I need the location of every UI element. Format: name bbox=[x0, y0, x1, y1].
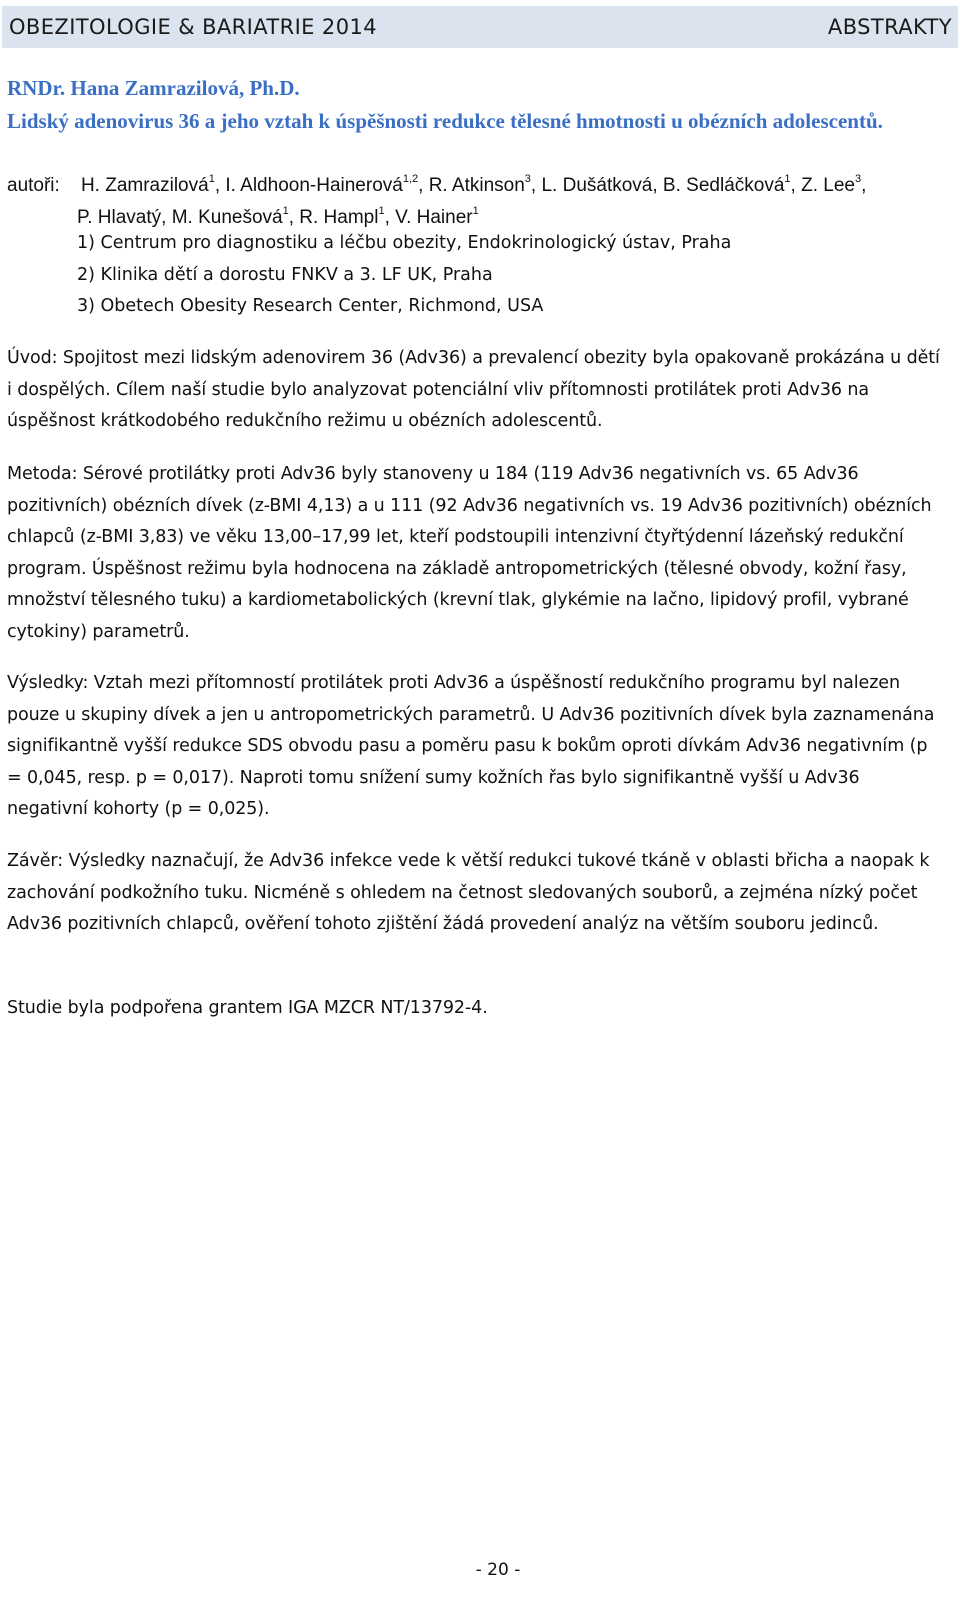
page-header bbox=[2, 6, 958, 48]
header-section-title: ABSTRAKTY bbox=[827, 15, 952, 39]
author: L. Dušátková, B. Sedláčková bbox=[541, 175, 785, 196]
presenter-name: RNDr. Hana Zamrazilová, Ph.D. bbox=[7, 76, 300, 100]
affiliation-1: 1) Centrum pro diagnostiku a léčbu obezity, Endokrinologický ústav, Praha bbox=[77, 233, 732, 253]
author-affiliation-sup: 3 bbox=[524, 173, 531, 185]
author: V. Hainer bbox=[395, 207, 473, 228]
author-affiliation-sup: 1 bbox=[378, 205, 385, 217]
author: Z. Lee bbox=[801, 175, 855, 196]
header-journal-title: OBEZITOLOGIE & BARIATRIE 2014 bbox=[9, 15, 377, 39]
author-affiliation-sup: 1 bbox=[208, 173, 215, 185]
paragraph-methods: Metoda: Sérové protilátky proti Adv36 byly stanoveny u 184 (119 Adv36 negativních vs. 65 Adv36 pozitivních) obézních dívek (z-BMI 4,13) a u 111 (92 Adv36 negativních vs. 19 Adv36 pozitivních) obézních chlapců (z-BMI 3,83) ve věku 13,00–17,99 let, kteří podstoupili intenzivní čtyřtýdenní lázeňský redukční program. Úspěšnost režimu byla hodnocena na základě antropometrických (tělesné obvody, kožní řasy, množství tělesného tuku) a kardiometabolických (krevní tlak, glykémie na lačno, lipidový profil, vybrané cytokiny) parametrů. bbox=[7, 464, 932, 642]
authors-label: autoři: bbox=[7, 175, 60, 196]
paragraph-conclusion: Závěr: Výsledky naznačují, že Adv36 infekce vede k větší redukci tukové tkáně v oblasti břicha a naopak k zachování podkožního tuku. Nicméně s ohledem na četnost sledovaných souborů, a zejména nízký počet Adv36 pozitivních chlapců, ověření tohoto zjištění žádá provedení analýz na větším souboru jedinců. bbox=[7, 851, 930, 934]
author: R. Hampl bbox=[299, 207, 379, 228]
author-affiliation-sup: 1 bbox=[472, 205, 479, 217]
author-list: autoři: H. Zamrazilová$^1$, I. Aldhoon-Hainerová$^{1,2}$, R. Atkinson$^3$, L. Dušátková, B. Sedláčková$^1$, Z. Lee$^3$, P. Hlavatý, M. Kunešová$^1$, R. Hampl$^1$, V. Hainer$^1$ bbox=[7, 173, 867, 228]
paragraph-grant: Studie byla podpořena grantem IGA MZCR NT/13792-4. bbox=[7, 998, 488, 1018]
author: R. Atkinson bbox=[428, 175, 525, 196]
affiliation-3: 3) Obetech Obesity Research Center, Richmond, USA bbox=[77, 296, 544, 316]
author: I. Aldhoon-Hainerová bbox=[225, 175, 403, 196]
author-affiliation-sup: 1,2 bbox=[402, 173, 419, 185]
author-affiliation-sup: 3 bbox=[854, 173, 862, 185]
paragraph-introduction: Úvod: Spojitost mezi lidským adenovirem 36 (Adv36) a prevalencí obezity byla opakovaně prokázána u dětí i dospělých. Cílem naší studie bylo analyzovat potenciální vliv přítomnosti protilátek proti Adv36 na úspěšnost krátkodobého redukčního režimu u obézních adolescentů. bbox=[7, 348, 940, 431]
author-affiliation-sup: 1 bbox=[282, 205, 289, 217]
author-affiliation-sup: 1 bbox=[784, 173, 791, 185]
author: P. Hlavatý, M. Kunešová bbox=[77, 207, 283, 228]
abstract-title: Lidský adenovirus 36 a jeho vztah k úspěšnosti redukce tělesné hmotnosti u obézních adolescentů. bbox=[7, 109, 883, 133]
page-number: - 20 - bbox=[475, 1560, 521, 1580]
author: H. Zamrazilová bbox=[80, 175, 209, 196]
affiliation-2: 2) Klinika dětí a dorostu FNKV a 3. LF UK, Praha bbox=[77, 265, 493, 285]
paragraph-results: Výsledky: Vztah mezi přítomností protilátek proti Adv36 a úspěšností redukčního programu byl nalezen pouze u skupiny dívek a jen u antropometrických parametrů. U Adv36 pozitivních dívek byla zaznamenána signifikantně vyšší redukce SDS obvodu pasu a poměru pasu k bokům oproti dívkám Adv36 negativním (p = 0,045, resp. p = 0,017). Naproti tomu snížení sumy kožních řas bylo signifikantně vyšší u Adv36 negativní kohorty (p = 0,025). bbox=[7, 673, 935, 819]
